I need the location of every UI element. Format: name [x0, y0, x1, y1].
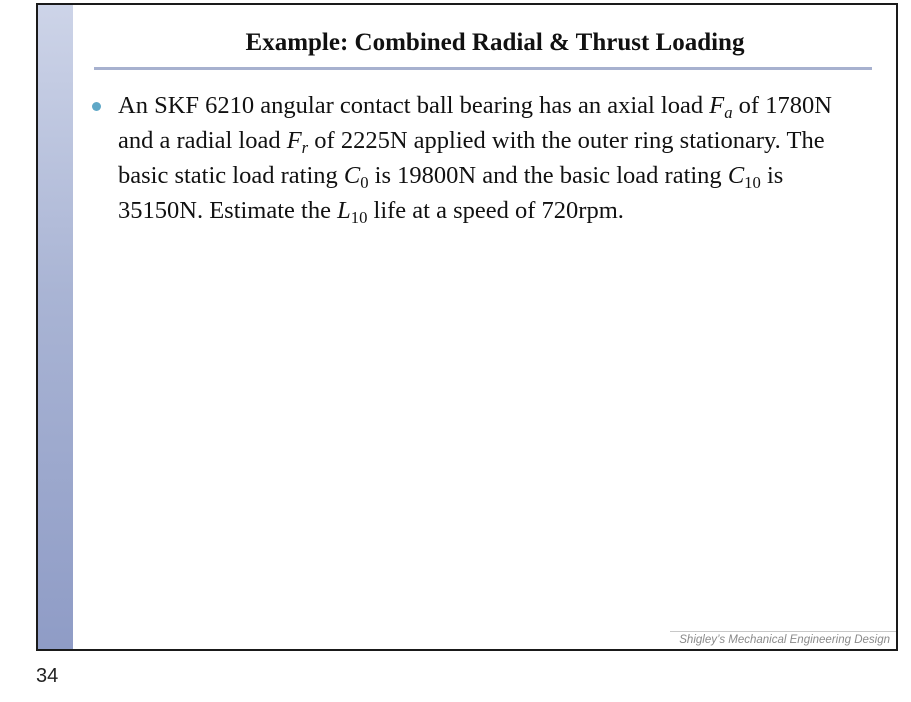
load-rating-subscript: 10: [744, 172, 761, 192]
slide: [36, 3, 898, 651]
text-segment: is 19800N and the basic load rating: [368, 162, 728, 189]
side-decorative-band: [38, 5, 73, 649]
life-symbol: L: [337, 197, 351, 224]
text-segment: of 1780N and a radial load: [118, 92, 832, 154]
slide-title: Example: Combined Radial & Thrust Loading: [245, 29, 745, 56]
axial-load-symbol: F: [709, 92, 725, 119]
radial-load-symbol: F: [286, 127, 302, 154]
text-segment: An SKF 6210 angular contact ball bearing has an axial load: [118, 92, 710, 119]
radial-load-subscript: r: [301, 137, 309, 157]
footer-credit: Shigley’s Mechanical Engineering Design: [679, 634, 890, 646]
text-segment: of 2225N applied with the outer ring stationary. The basic static load rating: [118, 127, 825, 189]
title-underline: [94, 67, 872, 70]
text-segment: life at a speed of 720rpm.: [367, 197, 624, 224]
footer-divider: [670, 631, 896, 632]
bullet-list: [90, 88, 870, 228]
text-segment: is 35150N. Estimate the: [118, 162, 784, 224]
page-number: 34: [36, 665, 59, 687]
bullet-icon: [92, 102, 101, 111]
axial-load-subscript: a: [724, 102, 733, 122]
static-rating-subscript: 0: [360, 172, 369, 192]
static-rating-symbol: C: [343, 162, 361, 189]
life-subscript: 10: [350, 207, 368, 227]
load-rating-symbol: C: [727, 162, 745, 189]
problem-statement: [90, 88, 870, 228]
